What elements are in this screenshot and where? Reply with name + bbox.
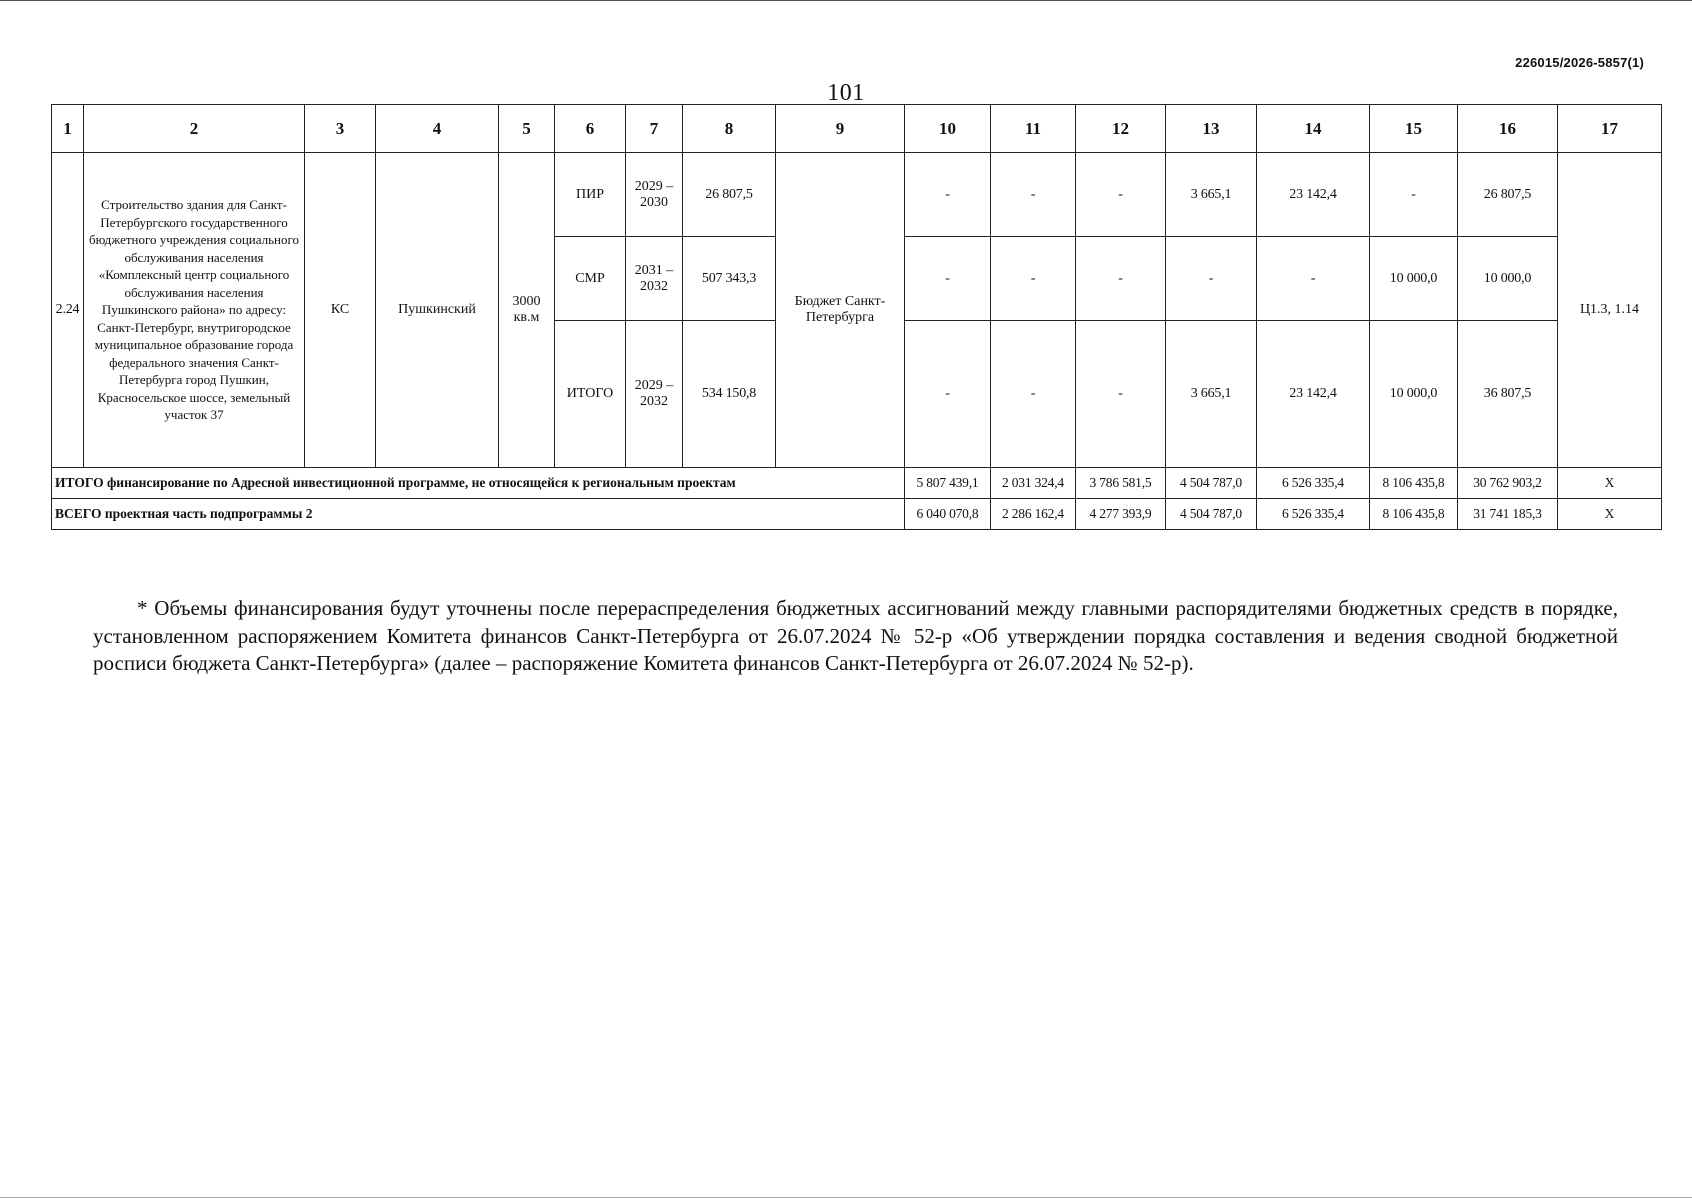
table-cell: X — [1558, 498, 1662, 529]
table-cell: 10 000,0 — [1370, 237, 1458, 321]
col-header: 17 — [1558, 105, 1662, 153]
footnote: * Объемы финансирования будут уточнены после перераспределения бюджетных ассигнований между главными распорядителями бюджетных средств в порядке, установленном распоряжением Комитета финансов Санкт-Петербурга от 26.07.2024 № 52-р «Об утверждении порядка составления и ведения сводной бюджетной росписи бюджета Санкт-Петербурга» (далее – распоряжение Комитета финансов Санкт-Петербурга от 26.07.2024 № 52-р). — [93, 596, 1618, 675]
total-label: ИТОГО финансирование по Адресной инвестиционной программе, не относящейся к региональным проектам — [52, 467, 905, 498]
col-header: 15 — [1370, 105, 1458, 153]
table-cell: 26 807,5 — [1458, 153, 1558, 237]
table-cell: 4 504 787,0 — [1166, 467, 1257, 498]
table-cell: 10 000,0 — [1458, 237, 1558, 321]
top-border-line — [0, 0, 1692, 1]
table-cell: - — [1076, 153, 1166, 237]
col-header: 10 — [905, 105, 991, 153]
table-cell: - — [905, 321, 991, 467]
table-cell: 31 741 185,3 — [1458, 498, 1558, 529]
target-indicators: Ц1.3, 1.14 — [1558, 153, 1662, 468]
col-header: 13 — [1166, 105, 1257, 153]
table-cell: 6 040 070,8 — [905, 498, 991, 529]
col-header: 12 — [1076, 105, 1166, 153]
table-cell: 2 286 162,4 — [991, 498, 1076, 529]
item-capacity: 3000 кв.м — [499, 153, 555, 468]
col-header: 6 — [555, 105, 626, 153]
table-cell: 4 277 393,9 — [1076, 498, 1166, 529]
stage-cost: 507 343,3 — [683, 237, 776, 321]
stage-name: ПИР — [555, 153, 626, 237]
grand-total-label: ВСЕГО проектная часть подпрограммы 2 — [52, 498, 905, 529]
col-header: 14 — [1257, 105, 1370, 153]
col-header: 2 — [84, 105, 305, 153]
table-cell: 6 526 335,4 — [1257, 467, 1370, 498]
table-row — [52, 153, 1662, 237]
stage-period: 2029 – 2032 — [626, 321, 683, 467]
table-cell: - — [905, 237, 991, 321]
col-header: 1 — [52, 105, 84, 153]
col-header: 9 — [776, 105, 905, 153]
table-cell: 8 106 435,8 — [1370, 467, 1458, 498]
table-cell: - — [905, 153, 991, 237]
table-cell: 36 807,5 — [1458, 321, 1558, 467]
stage-name: ИТОГО — [555, 321, 626, 467]
col-header: 5 — [499, 105, 555, 153]
col-header: 16 — [1458, 105, 1558, 153]
table-cell: 4 504 787,0 — [1166, 498, 1257, 529]
table-cell: 8 106 435,8 — [1370, 498, 1458, 529]
table-cell: 2 031 324,4 — [991, 467, 1076, 498]
table-cell: - — [1076, 321, 1166, 467]
stage-period: 2031 – 2032 — [626, 237, 683, 321]
item-type: КС — [305, 153, 376, 468]
col-header: 11 — [991, 105, 1076, 153]
col-header: 4 — [376, 105, 499, 153]
item-district: Пушкинский — [376, 153, 499, 468]
document-registration-number: 226015/2026-5857(1) — [1515, 55, 1644, 70]
table-cell: - — [1076, 237, 1166, 321]
financing-table — [51, 104, 1662, 530]
col-header: 3 — [305, 105, 376, 153]
stage-cost: 534 150,8 — [683, 321, 776, 467]
table-cell: - — [1166, 237, 1257, 321]
total-row — [52, 467, 1662, 498]
col-header: 7 — [626, 105, 683, 153]
stage-name: СМР — [555, 237, 626, 321]
table-cell: 3 665,1 — [1166, 321, 1257, 467]
table-cell: 3 786 581,5 — [1076, 467, 1166, 498]
column-number-row — [52, 105, 1662, 153]
stage-cost: 26 807,5 — [683, 153, 776, 237]
col-header: 8 — [683, 105, 776, 153]
table-cell: - — [991, 153, 1076, 237]
funding-source: Бюджет Санкт-Петербурга — [776, 153, 905, 468]
table-cell: 30 762 903,2 — [1458, 467, 1558, 498]
table-cell: - — [991, 237, 1076, 321]
bottom-border-line — [0, 1197, 1692, 1198]
table-cell: 3 665,1 — [1166, 153, 1257, 237]
table-cell: 6 526 335,4 — [1257, 498, 1370, 529]
grand-total-row — [52, 498, 1662, 529]
page-number: 101 — [827, 80, 865, 106]
table-cell: 23 142,4 — [1257, 153, 1370, 237]
table-cell: 5 807 439,1 — [905, 467, 991, 498]
item-description: Строительство здания для Санкт-Петербургского государственного бюджетного учреждения социального обслуживания населения «Комплексный центр социального обслуживания населения Пушкинского района» по адресу: Санкт-Петербург, внутригородское муниципальное образование города федерального значения Санкт-Петербурга город Пушкин, Красносельское шоссе, земельный участок 37 — [84, 153, 305, 468]
table-cell: - — [1257, 237, 1370, 321]
table-cell: X — [1558, 467, 1662, 498]
table-cell: 10 000,0 — [1370, 321, 1458, 467]
stage-period: 2029 – 2030 — [626, 153, 683, 237]
table-cell: - — [991, 321, 1076, 467]
table-cell: - — [1370, 153, 1458, 237]
item-number: 2.24 — [52, 153, 84, 468]
table-cell: 23 142,4 — [1257, 321, 1370, 467]
